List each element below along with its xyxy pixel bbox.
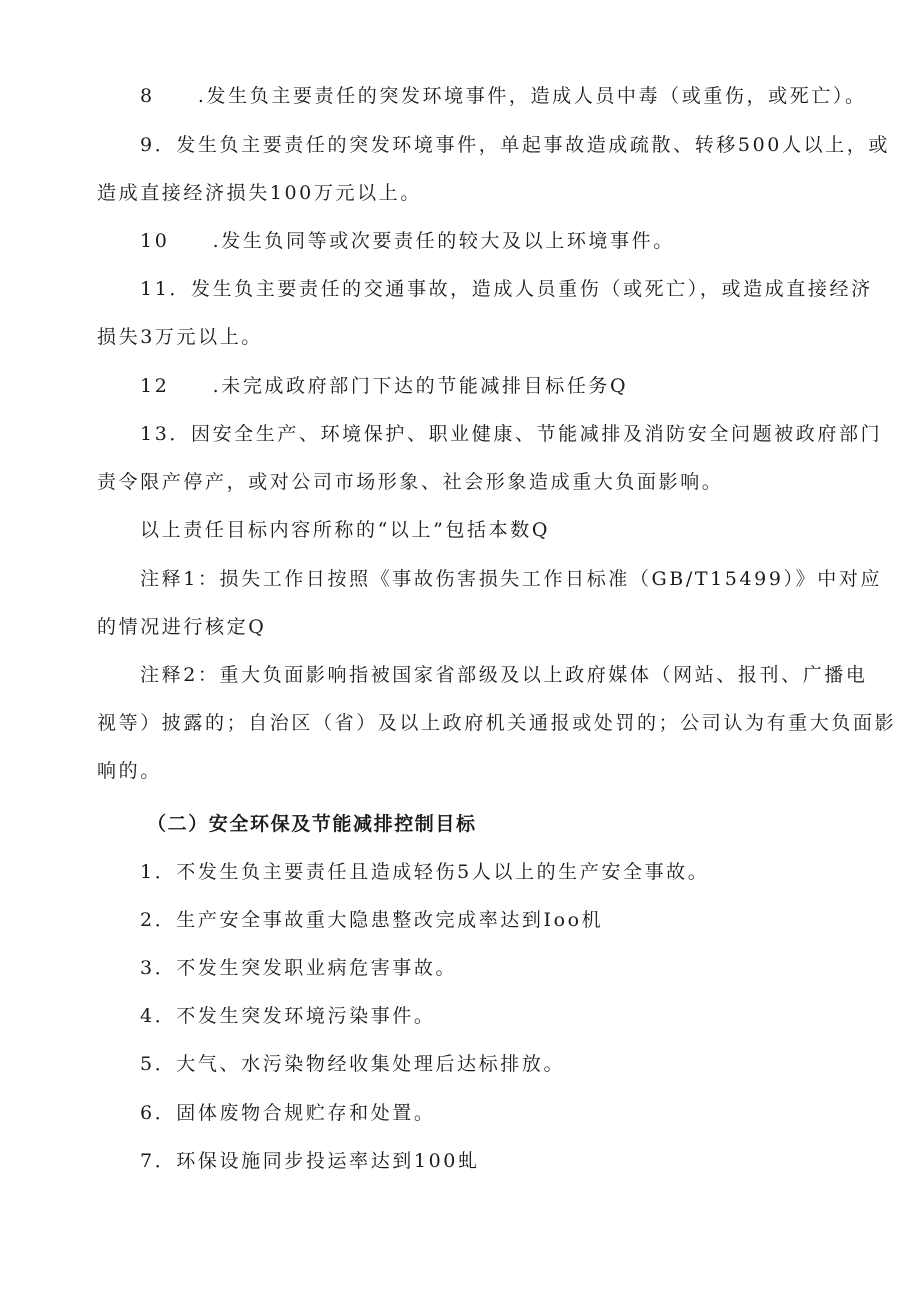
note-1-line-2: 的情况进行核定Q	[97, 616, 267, 638]
item-13-line-1: 13．因安全生产、环境保护、职业健康、节能减排及消防安全问题被政府部门	[140, 423, 883, 445]
target-3-line: 3．不发生突发职业病危害事故。	[140, 957, 458, 979]
item-9-line-2: 造成直接经济损失100万元以上。	[97, 182, 422, 204]
item-13-line-2: 责令限产停产，或对公司市场形象、社会形象造成重大负面影响。	[97, 471, 724, 493]
note-2-line-2: 视等）披露的；自治区（省）及以上政府机关通报或处罚的；公司认为有重大负面影	[97, 712, 897, 734]
target-1-line: 1．不发生负主要责任且造成轻伤5人以上的生产安全事故。	[140, 861, 710, 883]
target-5-line: 5．大气、水污染物经收集处理后达标排放。	[140, 1053, 566, 1075]
section-heading: （二）安全环保及节能减排控制目标	[147, 813, 477, 835]
target-2-line: 2．生产安全事故重大隐患整改完成率达到Ioo机	[140, 909, 604, 931]
note-1-line-1: 注释1：损失工作日按照《事故伤害损失工作日标准（GB/T15499）》中对应	[140, 568, 883, 590]
summary-line: 以上责任目标内容所称的“以上”包括本数Q	[140, 519, 551, 541]
target-7-line: 7．环保设施同步投运率达到100虬	[140, 1150, 480, 1172]
item-12-line: 12 .未完成政府部门下达的节能减排目标任务Q	[140, 375, 629, 397]
note-2-line-1: 注释2：重大负面影响指被国家省部级及以上政府媒体（网站、报刊、广播电	[140, 664, 868, 686]
target-6-line: 6．固体废物合规贮存和处置。	[140, 1102, 436, 1124]
item-10-line: 10 .发生负同等或次要责任的较大及以上环境事件。	[140, 230, 675, 252]
note-2-line-3: 响的。	[97, 760, 162, 782]
item-11-line-2: 损失3万元以上。	[97, 326, 263, 348]
target-4-line: 4．不发生突发环境污染事件。	[140, 1005, 436, 1027]
item-8-line: 8 .发生负主要责任的突发环境事件，造成人员中毒（或重伤，或死亡）。	[140, 85, 867, 107]
item-9-line-1: 9．发生负主要责任的突发环境事件，单起事故造成疏散、转移500人以上，或	[140, 134, 890, 156]
item-11-line-1: 11．发生负主要责任的交通事故，造成人员重伤（或死亡），或造成直接经济	[140, 278, 873, 300]
